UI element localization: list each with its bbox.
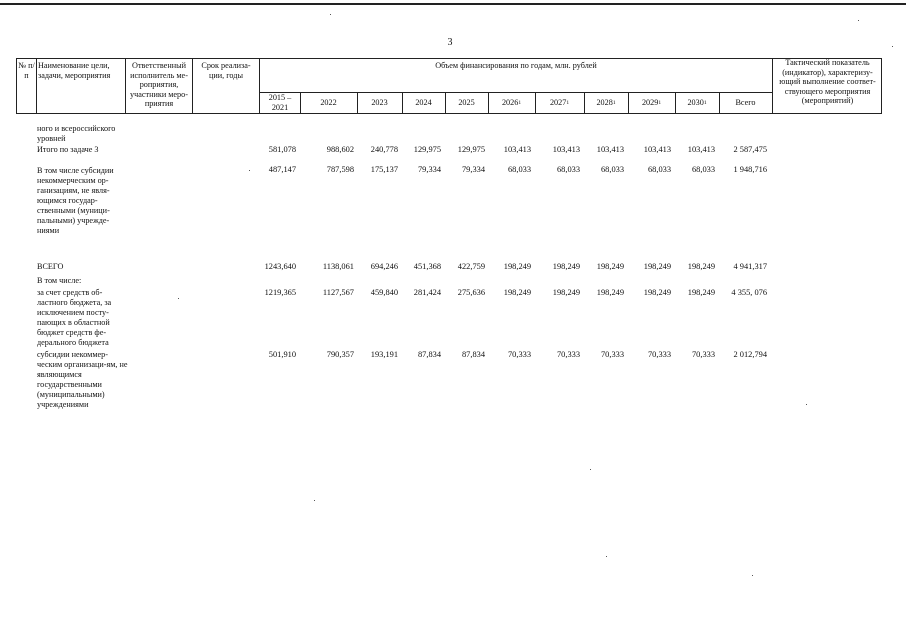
scan-speck <box>330 14 331 15</box>
row-value-cell: 129,975 <box>457 145 485 154</box>
row-value-cell: 70,333 <box>647 350 671 359</box>
row-label: ного и всероссийского уровней <box>37 124 116 143</box>
year-header <box>301 93 356 113</box>
col-funding-header: Объем финансирования по годам, млн. рублей <box>435 61 597 70</box>
year-label: 2015 – 2021 <box>268 93 292 112</box>
row-value-cell: 1219,365 <box>264 288 296 297</box>
page-number: 3 <box>447 37 453 48</box>
year-label: 2024 <box>415 98 432 108</box>
row-value-cell: 422,759 <box>457 262 485 271</box>
year-label: 2022 <box>320 98 337 108</box>
year-label: 2025 <box>458 98 475 108</box>
row-value-cell: 70,333 <box>691 350 715 359</box>
row-value-cell: 129,975 <box>413 145 441 154</box>
year-header: 2028 1 <box>596 98 616 108</box>
row-value-cell: 694,246 <box>370 262 398 271</box>
year-header <box>403 93 444 113</box>
row-value-cell: 198,249 <box>643 288 671 297</box>
year-label: 2030 <box>687 98 704 108</box>
row-value-cell: 103,413 <box>643 145 671 154</box>
row-value-cell: 87,834 <box>417 350 441 359</box>
row-value-cell: 198,249 <box>503 262 531 271</box>
header-divider <box>772 58 773 114</box>
col-name-header: Наименование цели, задачи, мероприятия <box>38 61 111 80</box>
row-label: Итого по задаче 3 <box>37 145 99 154</box>
row-value-cell: 459,840 <box>370 288 398 297</box>
row-label: В том числе: <box>37 276 82 285</box>
row-value-cell: 501,910 <box>268 350 296 359</box>
row-value-cell: 103,413 <box>552 145 580 154</box>
row-total-cell: 4 941,317 <box>733 262 767 271</box>
row-value-cell: 787,598 <box>326 165 354 174</box>
scan-speck <box>752 575 753 576</box>
row-label: ВСЕГО <box>37 262 64 271</box>
col-num-header: № п/п <box>18 61 35 80</box>
row-value-cell: 70,333 <box>600 350 624 359</box>
row-value-cell: 988,602 <box>326 145 354 154</box>
top-border-line <box>0 3 906 5</box>
row-label: В том числе субсидии некоммерческим ор-ганизациям, не явля-ющимся государ-ственными (муници-пальными) учрежде-ниями <box>37 166 114 235</box>
row-value-cell: 790,357 <box>326 350 354 359</box>
scan-speck <box>892 46 893 47</box>
row-value-cell: 1138,061 <box>322 262 354 271</box>
year-header <box>446 93 487 113</box>
col-resp-header: Ответственный исполнитель ме-роприятия, участники меро-приятия <box>130 61 188 109</box>
row-value-cell: 87,834 <box>461 350 485 359</box>
header-divider <box>125 58 126 114</box>
row-label: субсидии некоммер-ческим организаци-ям, не являющимся государственными (муниципальными) учреждениями <box>37 350 128 409</box>
row-value-cell: 79,334 <box>417 165 441 174</box>
year-header <box>720 93 771 113</box>
row-value-cell: 103,413 <box>687 145 715 154</box>
row-total-cell: 2 587,475 <box>733 145 767 154</box>
row-value-cell: 68,033 <box>647 165 671 174</box>
scan-speck <box>606 556 607 557</box>
year-label: Всего <box>735 98 756 108</box>
row-value-cell: 451,368 <box>413 262 441 271</box>
row-value-cell: 198,249 <box>552 288 580 297</box>
row-value-cell: 198,249 <box>687 288 715 297</box>
row-value-cell: 68,033 <box>556 165 580 174</box>
header-divider <box>259 58 260 114</box>
row-value-cell: 487,147 <box>268 165 296 174</box>
scan-speck <box>590 469 591 470</box>
year-header: 2027 1 <box>549 98 570 108</box>
row-total-cell: 1 948,716 <box>733 165 767 174</box>
scan-speck <box>806 404 807 405</box>
row-total-cell: 4 355, 076 <box>731 288 767 297</box>
scan-speck <box>178 298 179 299</box>
col-indicator-header: Тактический показатель (индикатор), характеризу-ющий выполнение соответ-ствующего мероприятия (мероприятий) <box>779 58 876 106</box>
row-value-cell: 68,033 <box>507 165 531 174</box>
row-value-cell: 281,424 <box>413 288 441 297</box>
row-value-cell: 198,249 <box>596 288 624 297</box>
row-value-cell: 193,191 <box>370 350 398 359</box>
row-value-cell: 1127,567 <box>322 288 354 297</box>
row-value-cell: 103,413 <box>596 145 624 154</box>
row-value-cell: 68,033 <box>691 165 715 174</box>
row-value-cell: 581,078 <box>268 145 296 154</box>
col-term-header: Срок реализа-ции, годы <box>201 61 251 80</box>
row-value-cell: 79,334 <box>461 165 485 174</box>
scan-speck <box>858 20 859 21</box>
row-value-cell: 240,778 <box>370 145 398 154</box>
year-label: 2028 <box>596 98 613 108</box>
row-value-cell: 198,249 <box>687 262 715 271</box>
year-header <box>358 93 401 113</box>
row-label: за счет средств об-ластного бюджета, за исключением посту-пающих в областной бюджет средств фе-дерального бюджета <box>37 288 112 347</box>
row-value-cell: 70,333 <box>556 350 580 359</box>
year-header: 2029 1 <box>641 98 662 108</box>
row-value-cell: 103,413 <box>503 145 531 154</box>
year-label: 2023 <box>371 98 388 108</box>
row-value-cell: 198,249 <box>596 262 624 271</box>
header-divider <box>192 58 193 114</box>
row-value-cell: 198,249 <box>552 262 580 271</box>
year-label: 2026 <box>501 98 519 108</box>
row-value-cell: 68,033 <box>600 165 624 174</box>
year-header <box>261 93 299 113</box>
row-value-cell: 198,249 <box>503 288 531 297</box>
header-divider <box>36 58 37 114</box>
row-total-cell: 2 012,794 <box>733 350 767 359</box>
scan-speck <box>314 500 315 501</box>
row-value-cell: 70,333 <box>507 350 531 359</box>
year-header: 2026 1 <box>501 98 522 108</box>
year-label: 2027 <box>549 98 567 108</box>
row-value-cell: 198,249 <box>643 262 671 271</box>
year-label: 2029 <box>641 98 659 108</box>
year-header: 2030 1 <box>687 98 707 108</box>
row-value-cell: 1243,640 <box>264 262 296 271</box>
row-value-cell: 175,137 <box>370 165 398 174</box>
row-value-cell: 275,636 <box>457 288 485 297</box>
